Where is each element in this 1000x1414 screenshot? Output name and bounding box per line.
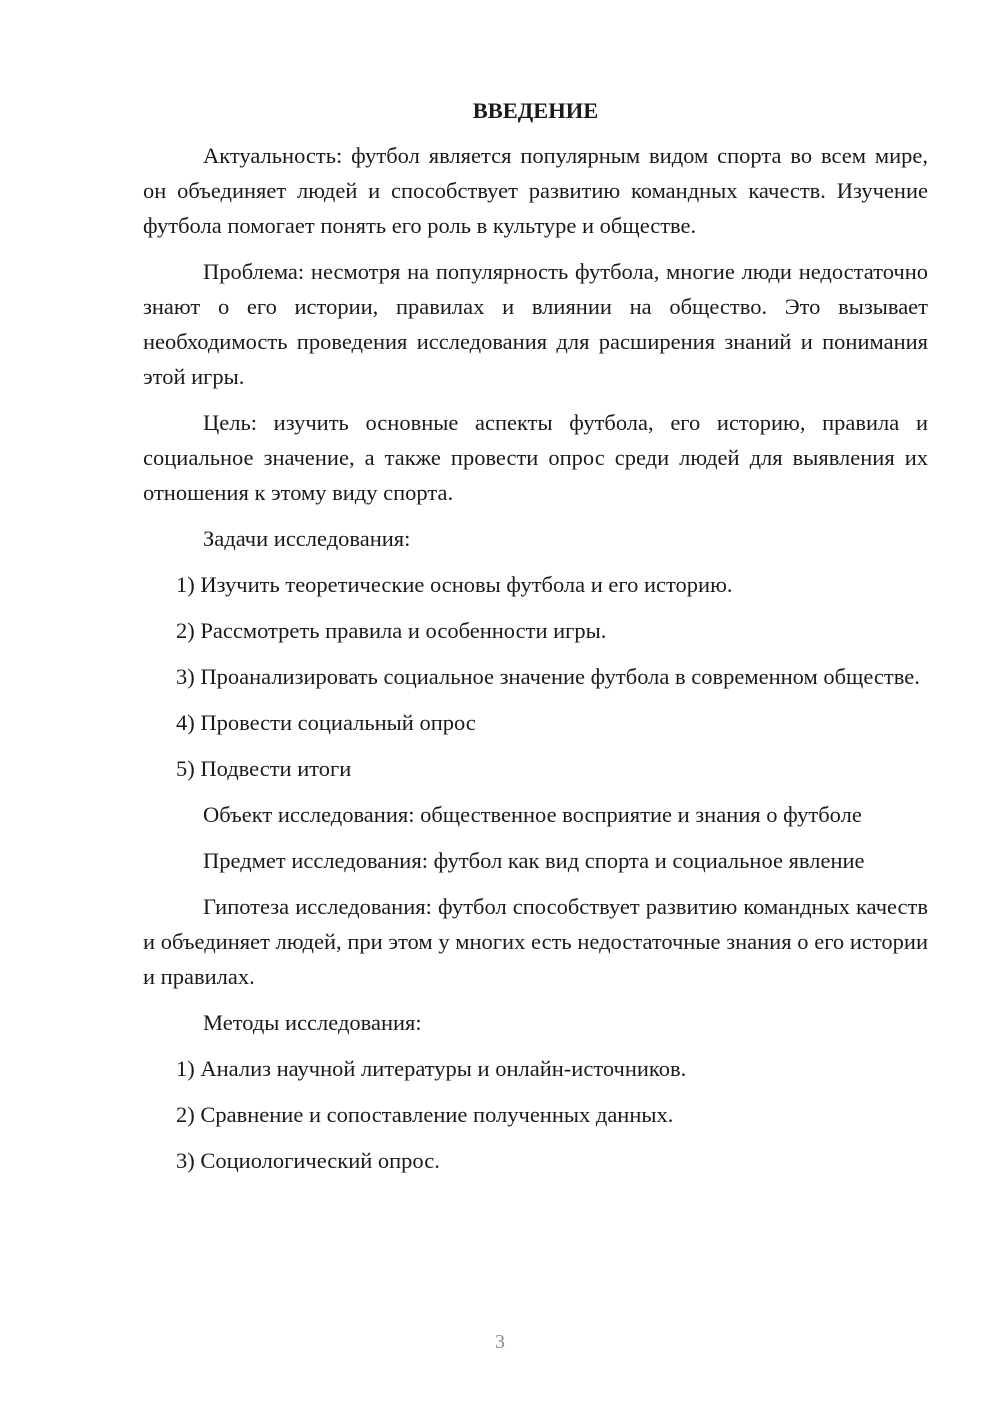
task-item-3: 3) Проанализировать социальное значение футбола в современном обществе. xyxy=(176,664,920,689)
document-page xyxy=(143,96,928,1189)
method-item-1: 1) Анализ научной литературы и онлайн-источников. xyxy=(176,1056,687,1081)
page-number: 3 xyxy=(495,1331,505,1353)
subject-paragraph: Предмет исследования: футбол как вид спорта и социальное явление xyxy=(203,848,865,873)
methods-heading: Методы исследования: xyxy=(203,1010,422,1035)
hypothesis-paragraph: Гипотеза исследования: футбол способствует развитию командных качеств и объединяет людей, при этом у многих есть недостаточные знания о его истории и правилах. xyxy=(143,894,928,989)
task-item-1: 1) Изучить теоретические основы футбола и его историю. xyxy=(176,572,733,597)
goal-paragraph: Цель: изучить основные аспекты футбола, его историю, правила и социальное значение, а также провести опрос среди людей для выявления их отношения к этому виду спорта. xyxy=(143,410,928,505)
task-item-2: 2) Рассмотреть правила и особенности игры. xyxy=(176,618,607,643)
page-title: ВВЕДЕНИЕ xyxy=(472,98,599,123)
task-item-5: 5) Подвести итоги xyxy=(176,756,352,781)
object-paragraph: Объект исследования: общественное восприятие и знания о футболе xyxy=(203,802,862,827)
relevance-paragraph: Актуальность: футбол является популярным видом спорта во всем мире, он объединяет людей и способствует развитию командных качеств. Изучение футбола помогает понять его роль в культуре и обществе. xyxy=(143,143,928,238)
tasks-heading: Задачи исследования: xyxy=(203,526,411,551)
method-item-2: 2) Сравнение и сопоставление полученных данных. xyxy=(176,1102,674,1127)
method-item-3: 3) Социологический опрос. xyxy=(176,1148,440,1173)
task-item-4: 4) Провести социальный опрос xyxy=(176,710,476,735)
problem-paragraph: Проблема: несмотря на популярность футбола, многие люди недостаточно знают о его истории, правилах и влиянии на общество. Это вызывает необходимость проведения исследования для расширения знаний и понимания этой игры. xyxy=(143,259,928,389)
